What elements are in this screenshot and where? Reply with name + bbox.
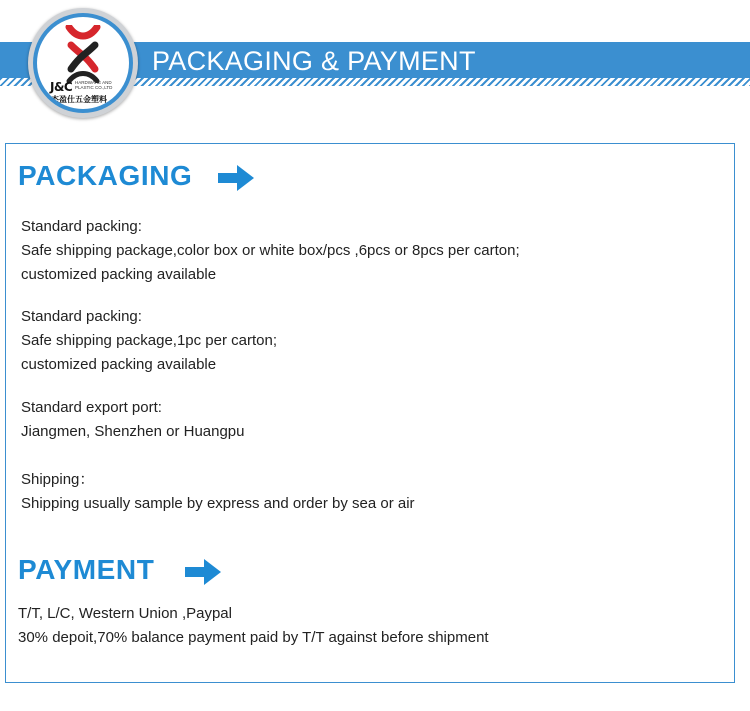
logo-subtitle: HARDWARE AND PLASTIC CO.,LTD xyxy=(75,80,113,90)
company-logo xyxy=(28,8,138,118)
logo-brand-text: J&C xyxy=(50,80,73,94)
packaging-info-block xyxy=(21,215,520,287)
logo-ring xyxy=(33,13,133,113)
packaging-info-block xyxy=(21,305,277,377)
block-label: Standard export port: xyxy=(21,399,162,416)
block-text: Shipping usually sample by express and order by sea or air xyxy=(21,495,415,512)
block-label: Standard packing: xyxy=(21,308,142,325)
right-arrow-icon xyxy=(218,165,254,191)
shipping-block xyxy=(21,468,415,516)
logo-mark-icon xyxy=(63,25,103,83)
right-arrow-icon xyxy=(185,559,221,585)
content-panel xyxy=(5,143,735,683)
packaging-heading: PACKAGING xyxy=(18,160,193,191)
block-text: customized packing available xyxy=(21,266,217,283)
logo-badge xyxy=(37,17,129,109)
logo-chinese-name: 杰盈仕五金塑料 xyxy=(51,95,107,104)
block-text: Safe shipping package,1pc per carton; xyxy=(21,332,278,349)
payment-info-block xyxy=(18,602,489,650)
block-text: customized packing available xyxy=(21,356,217,373)
page-title: PACKAGING & PAYMENT xyxy=(152,46,476,76)
block-label: Shipping： xyxy=(21,471,95,488)
payment-methods: T/T, L/C, Western Union ,Paypal xyxy=(18,605,232,622)
export-port-block xyxy=(21,396,245,444)
payment-terms: 30% depoit,70% balance payment paid by T/T against before shipment xyxy=(18,629,489,646)
block-label: Standard packing: xyxy=(21,218,142,235)
block-text: Safe shipping package,color box or white box/pcs ,6pcs or 8pcs per carton; xyxy=(21,242,520,259)
payment-heading: PAYMENT xyxy=(18,554,155,585)
block-text: Jiangmen, Shenzhen or Huangpu xyxy=(21,423,245,440)
